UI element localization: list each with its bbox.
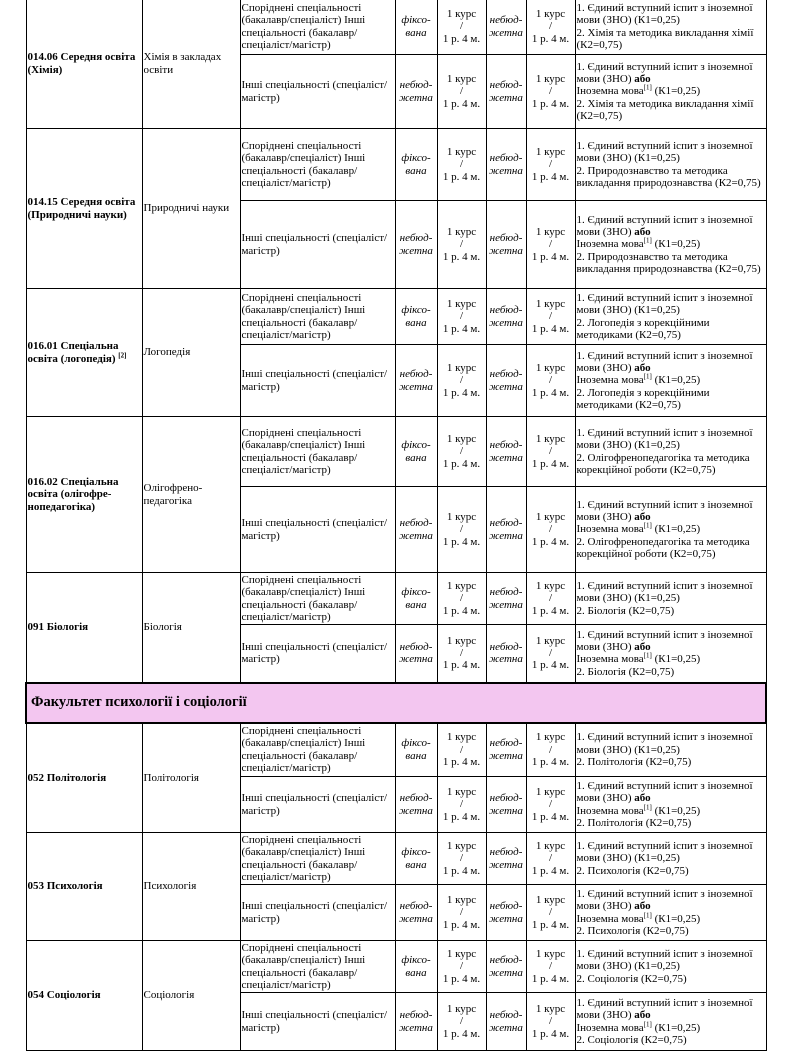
term-line: 1 курс	[535, 731, 566, 744]
table-row	[26, 0, 766, 55]
or-word: або	[634, 1009, 651, 1022]
term-line: 1 курс	[535, 634, 566, 647]
table-row	[26, 941, 766, 993]
term-line: /	[459, 743, 464, 756]
exam-line: 1. Єдиний вступний іспит з іноземної мови (ЗНО) (К1=0,25)	[576, 840, 753, 865]
funding-nonbudget-cell: небюд-жетна	[395, 625, 437, 683]
term-line: /	[459, 647, 464, 660]
exam-line: Іноземна мова	[576, 523, 644, 536]
term-line: 1 р. 4 м.	[442, 1027, 481, 1040]
term-line: 1 курс	[535, 298, 566, 311]
exam-cell	[575, 941, 766, 993]
term-cell	[437, 201, 486, 289]
table-row	[26, 573, 766, 625]
exam-line: 2. Біологія (К2=0,75)	[576, 665, 675, 678]
term-line: 1 курс	[535, 362, 566, 375]
k1-label: (К1=0,25)	[654, 1021, 701, 1034]
term-line: /	[548, 523, 553, 536]
term-line: 1 курс	[535, 511, 566, 524]
exam-cell	[575, 345, 766, 417]
specialty-cell: 014.15 Середня освіта (Природничі науки)	[26, 129, 142, 289]
or-word: або	[634, 73, 651, 86]
funding-nonbudget-cell: небюд-жетна	[486, 487, 526, 573]
funding-nonbudget-cell: небюд-жетна	[486, 993, 526, 1051]
term-line: 1 р. 4 м.	[442, 97, 481, 110]
funding-nonbudget-cell: небюд-жетна	[486, 289, 526, 345]
funding-nonbudget-cell: небюд-жетна	[486, 723, 526, 777]
term-line: /	[548, 374, 553, 387]
term-line: 1 р. 4 м.	[531, 918, 570, 931]
table-row	[26, 723, 766, 777]
or-word: або	[634, 362, 651, 375]
term-line: 1 р. 4 м.	[531, 457, 570, 470]
exam-line: 2. Хімія та методика викладання хімії (К2=0,75)	[576, 97, 754, 122]
term-cell	[437, 487, 486, 573]
term-line: 1 р. 4 м.	[531, 972, 570, 985]
funding-nonbudget-cell: небюд-жетна	[486, 201, 526, 289]
term-line: /	[548, 238, 553, 251]
term-cell	[526, 345, 575, 417]
term-line: 1 р. 4 м.	[531, 755, 570, 768]
term-cell	[437, 345, 486, 417]
footnote-mark: [1]	[643, 521, 652, 530]
term-line: 1 курс	[446, 146, 477, 159]
exam-line: 1. Єдиний вступний іспит з іноземної мови (ЗНО)	[576, 498, 753, 524]
term-cell	[437, 129, 486, 201]
exam-line: 1. Єдиний вступний іспит з іноземної мови (ЗНО)	[576, 628, 753, 653]
funding-nonbudget-cell: небюд-жетна	[486, 0, 526, 55]
basis-related-cell: Споріднені спеціальності (бакалавр/спеціаліст) Інші спеціальності (бакалавр/спеціаліст/магістр)	[240, 289, 395, 345]
term-line: 1 р. 4 м.	[442, 755, 481, 768]
specialty-cell: 052 Політологія	[26, 723, 142, 833]
exam-line: 2. Соціологія (К2=0,75)	[576, 972, 687, 985]
exam-cell	[575, 833, 766, 885]
exam-line: Іноземна мова	[576, 804, 644, 817]
program-cell: Природничі науки	[142, 129, 240, 289]
k1-label: (К1=0,25)	[654, 374, 701, 387]
term-cell	[526, 885, 575, 941]
exam-cell	[575, 55, 766, 129]
funding-fixed-cell: фіксо-вана	[395, 417, 437, 487]
exam-line: Іноземна мова	[576, 1021, 644, 1034]
term-line: /	[459, 960, 464, 973]
term-line: 1 р. 4 м.	[442, 32, 481, 45]
term-line: 1 р. 4 м.	[442, 810, 481, 823]
funding-nonbudget-cell: небюд-жетна	[486, 777, 526, 833]
term-line: 1 р. 4 м.	[531, 810, 570, 823]
term-cell	[526, 129, 575, 201]
term-line: /	[459, 85, 464, 98]
funding-nonbudget-cell: небюд-жетна	[486, 885, 526, 941]
term-cell	[437, 0, 486, 55]
or-word: або	[634, 640, 651, 653]
term-cell	[437, 55, 486, 129]
exam-line: 2. Олігофренопедагогіка та методика корекційної роботи (К2=0,75)	[576, 535, 750, 560]
basis-other-cell: Інші спеціальності (спеціаліст/магістр)	[240, 201, 395, 289]
basis-other-cell: Інші спеціальності (спеціаліст/магістр)	[240, 345, 395, 417]
term-line: 1 курс	[446, 298, 477, 311]
term-cell	[437, 885, 486, 941]
specialty-cell: 091 Біологія	[26, 573, 142, 683]
basis-other-cell: Інші спеціальності (спеціаліст/магістр)	[240, 777, 395, 833]
term-line: 1 курс	[535, 146, 566, 159]
term-line: 1 р. 4 м.	[531, 864, 570, 877]
term-line: 1 курс	[446, 894, 477, 907]
table-row	[26, 833, 766, 885]
exam-line: Іноземна мова	[576, 374, 644, 387]
term-cell	[437, 833, 486, 885]
term-line: /	[548, 20, 553, 33]
funding-fixed-cell: фіксо-вана	[395, 723, 437, 777]
term-line: /	[459, 374, 464, 387]
funding-fixed-cell: фіксо-вана	[395, 0, 437, 55]
program-cell: Соціологія	[142, 941, 240, 1051]
exam-line: 1. Єдиний вступний іспит з іноземної мови (ЗНО) (К1=0,25)	[576, 731, 753, 756]
exam-cell	[575, 289, 766, 345]
term-line: /	[548, 852, 553, 865]
or-word: або	[634, 792, 651, 805]
term-cell	[437, 941, 486, 993]
term-cell	[526, 289, 575, 345]
specialty-name: 016.01 Спеціальна освіта (логопедія)	[27, 340, 119, 365]
term-line: /	[459, 852, 464, 865]
exam-line: Іноземна мова	[576, 85, 644, 98]
funding-nonbudget-cell: небюд-жетна	[395, 993, 437, 1051]
table-body	[26, 0, 766, 1051]
term-line: 1 р. 4 м.	[442, 659, 481, 672]
term-cell	[437, 723, 486, 777]
term-line: 1 курс	[535, 786, 566, 799]
exam-cell	[575, 723, 766, 777]
basis-other-cell: Інші спеціальності (спеціаліст/магістр)	[240, 487, 395, 573]
term-line: /	[459, 523, 464, 536]
funding-nonbudget-cell: небюд-жетна	[486, 417, 526, 487]
funding-nonbudget-cell: небюд-жетна	[486, 573, 526, 625]
basis-other-cell: Інші спеціальності (спеціаліст/магістр)	[240, 625, 395, 683]
term-line: /	[548, 592, 553, 605]
exam-line: 1. Єдиний вступний іспит з іноземної мови (ЗНО) (К1=0,25)	[576, 139, 753, 165]
k1-label: (К1=0,25)	[654, 653, 701, 666]
exam-cell	[575, 487, 766, 573]
term-line: 1 курс	[446, 1003, 477, 1016]
exam-line: 1. Єдиний вступний іспит з іноземної мови (ЗНО) (К1=0,25)	[576, 291, 753, 317]
term-line: 1 р. 4 м.	[442, 386, 481, 399]
funding-nonbudget-cell: небюд-жетна	[395, 55, 437, 129]
term-line: /	[548, 445, 553, 458]
term-line: 1 курс	[535, 894, 566, 907]
program-cell: Логопедія	[142, 289, 240, 417]
exam-line: Іноземна мова	[576, 653, 644, 666]
term-line: 1 р. 4 м.	[531, 659, 570, 672]
term-cell	[437, 625, 486, 683]
program-cell: Біологія	[142, 573, 240, 683]
term-line: /	[459, 906, 464, 919]
term-cell	[526, 941, 575, 993]
exam-cell	[575, 573, 766, 625]
term-line: /	[459, 592, 464, 605]
term-cell	[526, 993, 575, 1051]
term-line: 1 курс	[446, 226, 477, 239]
exam-line: 2. Політологія (К2=0,75)	[576, 816, 692, 829]
term-line: 1 р. 4 м.	[531, 386, 570, 399]
term-line: 1 р. 4 м.	[531, 32, 570, 45]
exam-cell	[575, 777, 766, 833]
exam-line: 2. Психологія (К2=0,75)	[576, 864, 689, 877]
k1-label: (К1=0,25)	[654, 523, 701, 536]
funding-nonbudget-cell: небюд-жетна	[395, 487, 437, 573]
funding-nonbudget-cell: небюд-жетна	[395, 201, 437, 289]
term-line: 1 курс	[446, 840, 477, 853]
specialty-cell: 014.06 Середня освіта (Хімія)	[26, 0, 142, 129]
program-cell: Психологія	[142, 833, 240, 941]
program-cell: Хімія в закладах освіти	[142, 0, 240, 129]
term-line: 1 курс	[446, 511, 477, 524]
funding-nonbudget-cell: небюд-жетна	[395, 885, 437, 941]
exam-cell	[575, 0, 766, 55]
footnote-mark: [2]	[118, 350, 127, 359]
exam-cell	[575, 625, 766, 683]
funding-fixed-cell: фіксо-вана	[395, 289, 437, 345]
term-cell	[526, 487, 575, 573]
term-cell	[526, 417, 575, 487]
funding-nonbudget-cell: небюд-жетна	[486, 345, 526, 417]
term-line: 1 р. 4 м.	[531, 97, 570, 110]
basis-related-cell: Споріднені спеціальності (бакалавр/спеціаліст) Інші спеціальності (бакалавр/спеціаліст/магістр)	[240, 723, 395, 777]
term-line: 1 р. 4 м.	[531, 170, 570, 183]
footnote-mark: [1]	[643, 910, 652, 919]
term-line: 1 р. 4 м.	[442, 972, 481, 985]
table-row	[26, 289, 766, 345]
term-cell	[437, 289, 486, 345]
term-line: 1 р. 4 м.	[442, 918, 481, 931]
exam-line: 2. Олігофренопедагогіка та методика корекційної роботи (К2=0,75)	[576, 451, 750, 476]
term-cell	[526, 723, 575, 777]
k1-label: (К1=0,25)	[654, 912, 701, 925]
term-line: /	[548, 798, 553, 811]
term-line: 1 курс	[446, 362, 477, 375]
exam-line: Іноземна мова	[576, 238, 644, 251]
term-line: /	[459, 20, 464, 33]
exam-cell	[575, 885, 766, 941]
exam-cell	[575, 129, 766, 201]
term-line: /	[459, 445, 464, 458]
term-line: 1 р. 4 м.	[442, 604, 481, 617]
term-line: 1 р. 4 м.	[442, 322, 481, 335]
term-line: 1 курс	[535, 580, 566, 593]
term-cell	[526, 0, 575, 55]
term-cell	[437, 777, 486, 833]
footnote-mark: [1]	[643, 83, 652, 92]
term-line: /	[548, 743, 553, 756]
basis-other-cell: Інші спеціальності (спеціаліст/магістр)	[240, 55, 395, 129]
term-cell	[526, 833, 575, 885]
term-cell	[437, 573, 486, 625]
exam-line: 1. Єдиний вступний іспит з іноземної мови (ЗНО) (К1=0,25)	[576, 580, 753, 605]
program-cell: Олігофрено-педагогіка	[142, 417, 240, 573]
term-line: 1 курс	[535, 433, 566, 446]
specialty-cell	[26, 289, 142, 417]
exam-cell	[575, 417, 766, 487]
term-cell	[526, 201, 575, 289]
or-word: або	[634, 511, 651, 524]
basis-other-cell: Інші спеціальності (спеціаліст/магістр)	[240, 993, 395, 1051]
table-row	[26, 417, 766, 487]
exam-line: 1. Єдиний вступний іспит з іноземної мови (ЗНО)	[576, 349, 753, 375]
exam-line: 2. Логопедія з корекційними методиками (К2=0,75)	[576, 386, 710, 411]
term-line: /	[459, 158, 464, 171]
basis-related-cell: Споріднені спеціальності (бакалавр/спеціаліст) Інші спеціальності (бакалавр/спеціаліст/магістр)	[240, 417, 395, 487]
specialty-cell: 053 Психологія	[26, 833, 142, 941]
term-line: /	[548, 647, 553, 660]
term-line: 1 курс	[446, 8, 477, 21]
term-cell	[526, 625, 575, 683]
term-line: 1 курс	[535, 948, 566, 961]
term-line: 1 курс	[535, 8, 566, 21]
exam-line: 2. Соціологія (К2=0,75)	[576, 1033, 687, 1046]
faculty-header-row	[26, 683, 766, 723]
term-line: /	[548, 1015, 553, 1028]
term-line: /	[548, 310, 553, 323]
exam-line: 1. Єдиний вступний іспит з іноземної мови (ЗНО)	[576, 779, 753, 805]
table-row	[26, 129, 766, 201]
footnote-mark: [1]	[643, 651, 652, 660]
term-line: 1 р. 4 м.	[442, 457, 481, 470]
footnote-mark: [1]	[643, 802, 652, 811]
or-word: або	[634, 900, 651, 913]
term-line: 1 курс	[446, 786, 477, 799]
term-line: 1 р. 4 м.	[531, 1027, 570, 1040]
exam-line: 1. Єдиний вступний іспит з іноземної мови (ЗНО) (К1=0,25)	[576, 426, 753, 452]
basis-related-cell: Споріднені спеціальності (бакалавр/спеціаліст) Інші спеціальності (бакалавр/спеціаліст/магістр)	[240, 0, 395, 55]
basis-related-cell: Споріднені спеціальності (бакалавр/спеціаліст) Інші спеціальності (бакалавр/спеціаліст/магістр)	[240, 833, 395, 885]
exam-line: 2. Біологія (К2=0,75)	[576, 604, 675, 617]
term-cell	[526, 777, 575, 833]
term-line: /	[459, 238, 464, 251]
exam-line: 2. Логопедія з корекційними методиками (К2=0,75)	[576, 316, 710, 341]
funding-nonbudget-cell: небюд-жетна	[486, 833, 526, 885]
term-cell	[526, 55, 575, 129]
term-cell	[437, 417, 486, 487]
exam-line: 1. Єдиний вступний іспит з іноземної мови (ЗНО)	[576, 887, 753, 913]
k1-label: (К1=0,25)	[654, 804, 701, 817]
funding-fixed-cell: фіксо-вана	[395, 941, 437, 993]
term-line: 1 р. 4 м.	[531, 604, 570, 617]
term-line: 1 курс	[446, 731, 477, 744]
exam-line: 1. Єдиний вступний іспит з іноземної мови (ЗНО)	[576, 60, 753, 86]
basis-related-cell: Споріднені спеціальності (бакалавр/спеціаліст) Інші спеціальності (бакалавр/спеціаліст/магістр)	[240, 129, 395, 201]
term-line: /	[548, 158, 553, 171]
funding-nonbudget-cell: небюд-жетна	[486, 625, 526, 683]
term-line: 1 курс	[446, 73, 477, 86]
term-line: 1 р. 4 м.	[442, 864, 481, 877]
term-line: /	[548, 85, 553, 98]
specialty-cell: 016.02 Спеціальна освіта (олігофре-нопедагогіка)	[26, 417, 142, 573]
term-line: 1 курс	[446, 948, 477, 961]
term-line: /	[548, 906, 553, 919]
term-line: 1 курс	[535, 73, 566, 86]
basis-related-cell: Споріднені спеціальності (бакалавр/спеціаліст) Інші спеціальності (бакалавр/спеціаліст/магістр)	[240, 941, 395, 993]
exam-line: 1. Єдиний вступний іспит з іноземної мови (ЗНО) (К1=0,25)	[576, 948, 753, 973]
term-line: 1 р. 4 м.	[442, 535, 481, 548]
exam-line: 2. Природознавство та методика викладання природознавства (К2=0,75)	[576, 250, 761, 275]
term-line: 1 курс	[446, 634, 477, 647]
term-line: /	[459, 798, 464, 811]
basis-other-cell: Інші спеціальності (спеціаліст/магістр)	[240, 885, 395, 941]
basis-related-cell: Споріднені спеціальності (бакалавр/спеціаліст) Інші спеціальності (бакалавр/спеціаліст/магістр)	[240, 573, 395, 625]
term-cell	[437, 993, 486, 1051]
term-line: /	[459, 1015, 464, 1028]
funding-nonbudget-cell: небюд-жетна	[395, 345, 437, 417]
or-word: або	[634, 226, 651, 239]
funding-fixed-cell: фіксо-вана	[395, 129, 437, 201]
specialty-cell: 054 Соціологія	[26, 941, 142, 1051]
funding-nonbudget-cell: небюд-жетна	[486, 941, 526, 993]
term-line: 1 курс	[446, 580, 477, 593]
term-line: /	[548, 960, 553, 973]
term-line: 1 курс	[446, 433, 477, 446]
exam-line: 1. Єдиний вступний іспит з іноземної мови (ЗНО)	[576, 996, 753, 1022]
exam-line: 2. Хімія та методика викладання хімії (К2=0,75)	[576, 26, 754, 51]
exam-line: 1. Єдиний вступний іспит з іноземної мови (ЗНО)	[576, 213, 753, 239]
term-line: 1 курс	[535, 226, 566, 239]
footnote-mark: [1]	[643, 236, 652, 245]
funding-nonbudget-cell: небюд-жетна	[486, 129, 526, 201]
term-line: 1 р. 4 м.	[442, 250, 481, 263]
term-line: 1 р. 4 м.	[531, 250, 570, 263]
admission-table	[25, 0, 767, 1051]
term-line: 1 р. 4 м.	[531, 535, 570, 548]
exam-line: 2. Політологія (К2=0,75)	[576, 755, 692, 768]
footnote-mark: [1]	[643, 372, 652, 381]
funding-fixed-cell: фіксо-вана	[395, 573, 437, 625]
program-cell: Політологія	[142, 723, 240, 833]
exam-cell	[575, 201, 766, 289]
exam-line: Іноземна мова	[576, 912, 644, 925]
funding-nonbudget-cell: небюд-жетна	[486, 55, 526, 129]
exam-line: 2. Природознавство та методика викладання природознавства (К2=0,75)	[576, 164, 761, 189]
k1-label: (К1=0,25)	[654, 85, 701, 98]
term-line: 1 курс	[535, 1003, 566, 1016]
exam-cell	[575, 993, 766, 1051]
k1-label: (К1=0,25)	[654, 238, 701, 251]
term-line: 1 курс	[535, 840, 566, 853]
funding-fixed-cell: фіксо-вана	[395, 833, 437, 885]
exam-line: 1. Єдиний вступний іспит з іноземної мови (ЗНО) (К1=0,25)	[576, 1, 753, 27]
funding-nonbudget-cell: небюд-жетна	[395, 777, 437, 833]
term-line: /	[459, 310, 464, 323]
term-line: 1 р. 4 м.	[442, 170, 481, 183]
term-cell	[526, 573, 575, 625]
footnote-mark: [1]	[643, 1019, 652, 1028]
term-line: 1 р. 4 м.	[531, 322, 570, 335]
exam-line: 2. Психологія (К2=0,75)	[576, 924, 689, 937]
faculty-title: Факультет психології і соціології	[26, 683, 766, 723]
